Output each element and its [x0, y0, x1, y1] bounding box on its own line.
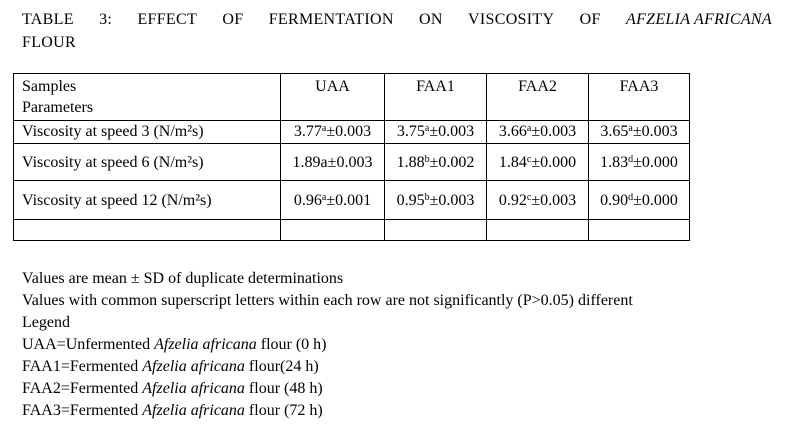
table-cell: 0.90$^d$±0.000 — [589, 181, 690, 220]
empty-cell — [487, 220, 589, 241]
legend-item: FAA2=Fermented Afzelia africana flour (48 h) — [22, 380, 323, 397]
column-header: FAA2 — [487, 74, 589, 121]
row-label: Viscosity at speed 3 (N/m²s) — [14, 121, 281, 144]
viscosity-table — [13, 73, 690, 241]
table-row — [14, 181, 690, 220]
title-word: FERMENTATION — [268, 11, 394, 28]
table-row — [14, 144, 690, 181]
table-cell: 0.92$^c$±0.003 — [487, 181, 589, 220]
legend-item: FAA3=Fermented Afzelia africana flour (72 h) — [22, 402, 323, 419]
table-cell: 3.77$^a$±0.003 — [281, 121, 385, 144]
row-label: Viscosity at speed 12 (N/m²s) — [14, 181, 281, 220]
table-title-line1 — [22, 8, 772, 31]
title-word: ON — [419, 11, 443, 28]
empty-cell — [589, 220, 690, 241]
table-cell: 1.84$^c$±0.000 — [487, 144, 589, 181]
table-title-line2: FLOUR — [22, 34, 76, 51]
legend-heading: Legend — [22, 314, 70, 331]
table-row-empty — [14, 220, 690, 241]
legend-item: UAA=Unfermented Afzelia africana flour (0 h) — [22, 336, 327, 353]
column-header: FAA3 — [589, 74, 690, 121]
empty-cell — [281, 220, 385, 241]
legend-item: FAA1=Fermented Afzelia africana flour(24 h) — [22, 358, 319, 375]
table-cell: 3.66$^a$±0.003 — [487, 121, 589, 144]
table-cell: 0.96$^a$±0.001 — [281, 181, 385, 220]
column-header: FAA1 — [385, 74, 487, 121]
header-parameters: Parameters — [22, 99, 94, 116]
title-word: OF — [579, 11, 601, 28]
table-cell: 1.83$^d$±0.000 — [589, 144, 690, 181]
title-word: OF — [222, 11, 244, 28]
header-samples-parameters — [14, 74, 281, 121]
title-word: EFFECT — [137, 11, 198, 28]
title-species: AFZELIA AFRICANA — [626, 11, 772, 28]
row-label: Viscosity at speed 6 (N/m²s) — [14, 144, 281, 181]
empty-cell — [14, 220, 281, 241]
table-title — [22, 8, 772, 54]
table-notes — [22, 268, 787, 422]
empty-cell — [385, 220, 487, 241]
table-cell: 3.75$^a$±0.003 — [385, 121, 487, 144]
column-header: UAA — [281, 74, 385, 121]
note-superscript: Values with common superscript letters within each row are not significantly (P>0.05) different — [22, 292, 633, 309]
title-word: VISCOSITY — [468, 11, 555, 28]
note-mean-sd: Values are mean ± SD of duplicate determinations — [22, 270, 344, 287]
table-cell: 1.89a±0.003 — [281, 144, 385, 181]
title-word: TABLE — [22, 11, 74, 28]
table-header-row — [14, 74, 690, 121]
table-row — [14, 121, 690, 144]
table-cell: 0.95$^b$±0.003 — [385, 181, 487, 220]
title-word: 3: — [99, 11, 113, 28]
table-cell: 1.88$^b$±0.002 — [385, 144, 487, 181]
table-cell: 3.65$^a$±0.003 — [589, 121, 690, 144]
header-samples: Samples — [22, 78, 77, 95]
